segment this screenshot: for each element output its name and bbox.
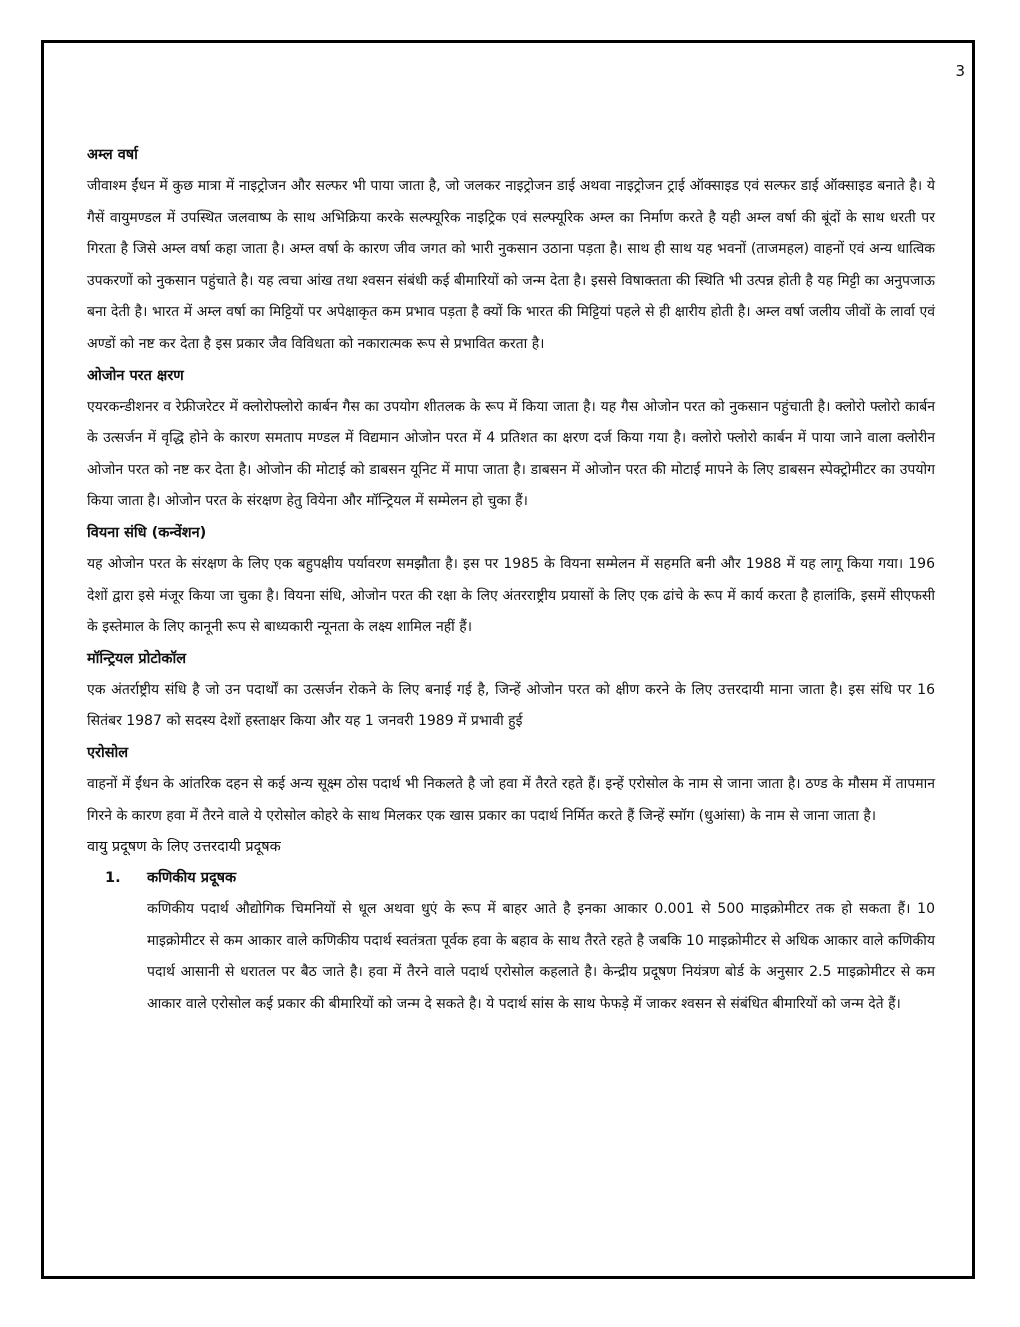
- paragraph-aerosol: वाहनों में ईंधन के आंतरिक दहन से कई अन्य सूक्ष्म ठोस पदार्थ भी निकलते है जो हवा में तैरते रहते हैं। इन्हें एरोसोल के नाम से जाना जाता है। ठण्ड के मौसम में तापमान गिरने के कारण हवा में तैरने वाले ये एरोसोल कोहरे के साथ मिलकर एक खास प्रकार का पदार्थ निर्मित करते हैं जिन्हें स्मॉग (धुआंसा) के नाम से जाना जाता है।: [87, 775, 935, 824]
- section-acid-rain: [87, 140, 935, 361]
- document-body: [87, 140, 935, 1020]
- section-ozone-depletion: [87, 361, 935, 518]
- heading-acid-rain: अम्ल वर्षा: [87, 147, 138, 163]
- heading-pollutants: वायु प्रदूषण के लिए उत्तरदायी प्रदूषक: [87, 839, 281, 856]
- paragraph-ozone-depletion: एयरकन्डीशनर व रेफ्रीजरेटर में क्लोरोफ्लोरो कार्बन गैस का उपयोग शीतलक के रूप में किया जाता है। यह गैस ओजोन परत को नुकसान पहुंचाती है। क्लोरो फ्लोरो कार्बन के उत्सर्जन में वृद्धि होने के कारण समताप मण्डल में विद्यमान ओजोन परत में 4 प्रतिशत का क्षरण दर्ज किया गया है। क्लोरो फ्लोरो कार्बन में पाया जाने वाला क्लोरीन ओजोन परत को नष्ट कर देता है। ओजोन की मोटाई को डाबसन यूनिट में मापा जाता है। डाबसन में ओजोन परत की मोटाई मापने के लिए डाबसन स्पेक्ट्रोमीटर का उपयोग किया जाता है। ओजोन परत के संरक्षण हेतु वियेना और मॉन्ट्रियल में सम्मेलन हो चुका हैं।: [87, 398, 935, 510]
- section-pollutants: [87, 832, 935, 1020]
- section-vienna: [87, 518, 935, 644]
- paragraph-montreal: एक अंतर्राष्ट्रीय संधि है जो उन पदार्थों का उत्सर्जन रोकने के लिए बनाई गई है, जिन्हें ओजोन परत को क्षीण करने के लिए उत्तरदायी माना जाता है। इस संधि पर 16 सितंबर 1987 को सदस्य देशों हस्ताक्षर किया और यह 1 जनवरी 1989 में प्रभावी हुई: [87, 681, 935, 730]
- section-montreal: [87, 644, 935, 738]
- list-item: [87, 863, 935, 1020]
- list-item-title: कणिकीय प्रदूषक: [147, 870, 237, 887]
- heading-montreal: मॉन्ट्रियल प्रोटोकॉल: [87, 650, 187, 667]
- section-aerosol: [87, 738, 935, 832]
- paragraph-acid-rain: जीवाश्म ईंधन में कुछ मात्रा में नाइट्रोजन और सल्फर भी पाया जाता है, जो जलकर नाइट्रोजन डाई अथवा नाइट्रोजन ट्राई ऑक्साइड एवं सल्फर डाई ऑक्साइड बनाते है। ये गैसें वायुमण्डल में उपस्थित जलवाष्प के साथ अभिक्रिया करके सल्फ्यूरिक नाइट्रिक एवं सल्फ्यूरिक अम्ल का निर्माण करते है यही अम्ल वर्षा की बूंदों के साथ धरती पर गिरता है जिसे अम्ल वर्षा कहा जाता है। अम्ल वर्षा के कारण जीव जगत को भारी नुकसान उठाना पड़ता है। साथ ही साथ यह भवनों (ताजमहल) वाहनों एवं अन्य धात्विक उपकरणों को नुकसान पहुंचाते है। यह त्वचा आंख तथा श्वसन संबंधी कई बीमारियों को जन्म देता है। इससे विषाक्तता की स्थिति भी उत्पन्न होती है यह मिट्टी का अनुपजाऊ बना देती है। भारत में अम्ल वर्षा का मिट्टियों पर अपेक्षाकृत कम प्रभाव पड़ता है क्यों कि भारत की मिट्टियां पहले से ही क्षारीय होती है। अम्ल वर्षा जलीय जीवों के लार्वा एवं अण्डों को नष्ट कर देता है इस प्रकार जैव विविधता को नकारात्मक रूप से प्रभावित करता है।: [87, 178, 935, 352]
- paragraph-vienna: यह ओजोन परत के संरक्षण के लिए एक बहुपक्षीय पर्यावरण समझौता है। इस पर 1985 के वियना सम्मेलन में सहमति बनी और 1988 में यह लागू किया गया। 196 देशों द्वारा इसे मंजूर किया जा चुका है। वियना संधि, ओजोन परत की रक्षा के लिए अंतरराष्ट्रीय प्रयासों के लिए एक ढांचे के रूप में कार्य करता है हालांकि, इसमें सीएफसी के इस्तेमाल के लिए कानूनी रूप से बाध्यकारी न्यूनता के लक्ष्य शामिल नहीं हैं।: [87, 555, 935, 636]
- heading-aerosol: एरोसोल: [87, 744, 129, 761]
- heading-ozone-depletion: ओजोन परत क्षरण: [87, 367, 184, 384]
- page-number: 3: [955, 62, 965, 80]
- list-number: 1.: [105, 870, 121, 887]
- list-body: [147, 863, 935, 1020]
- heading-vienna: वियना संधि (कन्वेंशन): [87, 524, 207, 541]
- list-item-text: कणिकीय पदार्थ औद्योगिक चिमनियों से धूल अथवा धुएं के रूप में बाहर आते है इनका आकार 0.001 से 500 माइक्रोमीटर तक हो सकता हैं। 10 माइक्रोमीटर से कम आकार वाले कणिकीय पदार्थ स्वतंत्रता पूर्वक हवा के बहाव के साथ तैरते रहते है जबकि 10 माइक्रोमीटर से अधिक आकार वाले कणिकीय पदार्थ आसानी से धरातल पर बैठ जाते है। हवा में तैरने वाले पदार्थ एरोसोल कहलाते है। केन्द्रीय प्रदूषण नियंत्रण बोर्ड के अनुसार 2.5 माइक्रोमीटर से कम आकार वाले एरोसोल कई प्रकार की बीमारियों को जन्म दे सकते है। ये पदार्थ सांस के साथ फेफड़े में जाकर श्वसन से संबंधित बीमारियों को जन्म देते हैं।: [147, 901, 935, 1012]
